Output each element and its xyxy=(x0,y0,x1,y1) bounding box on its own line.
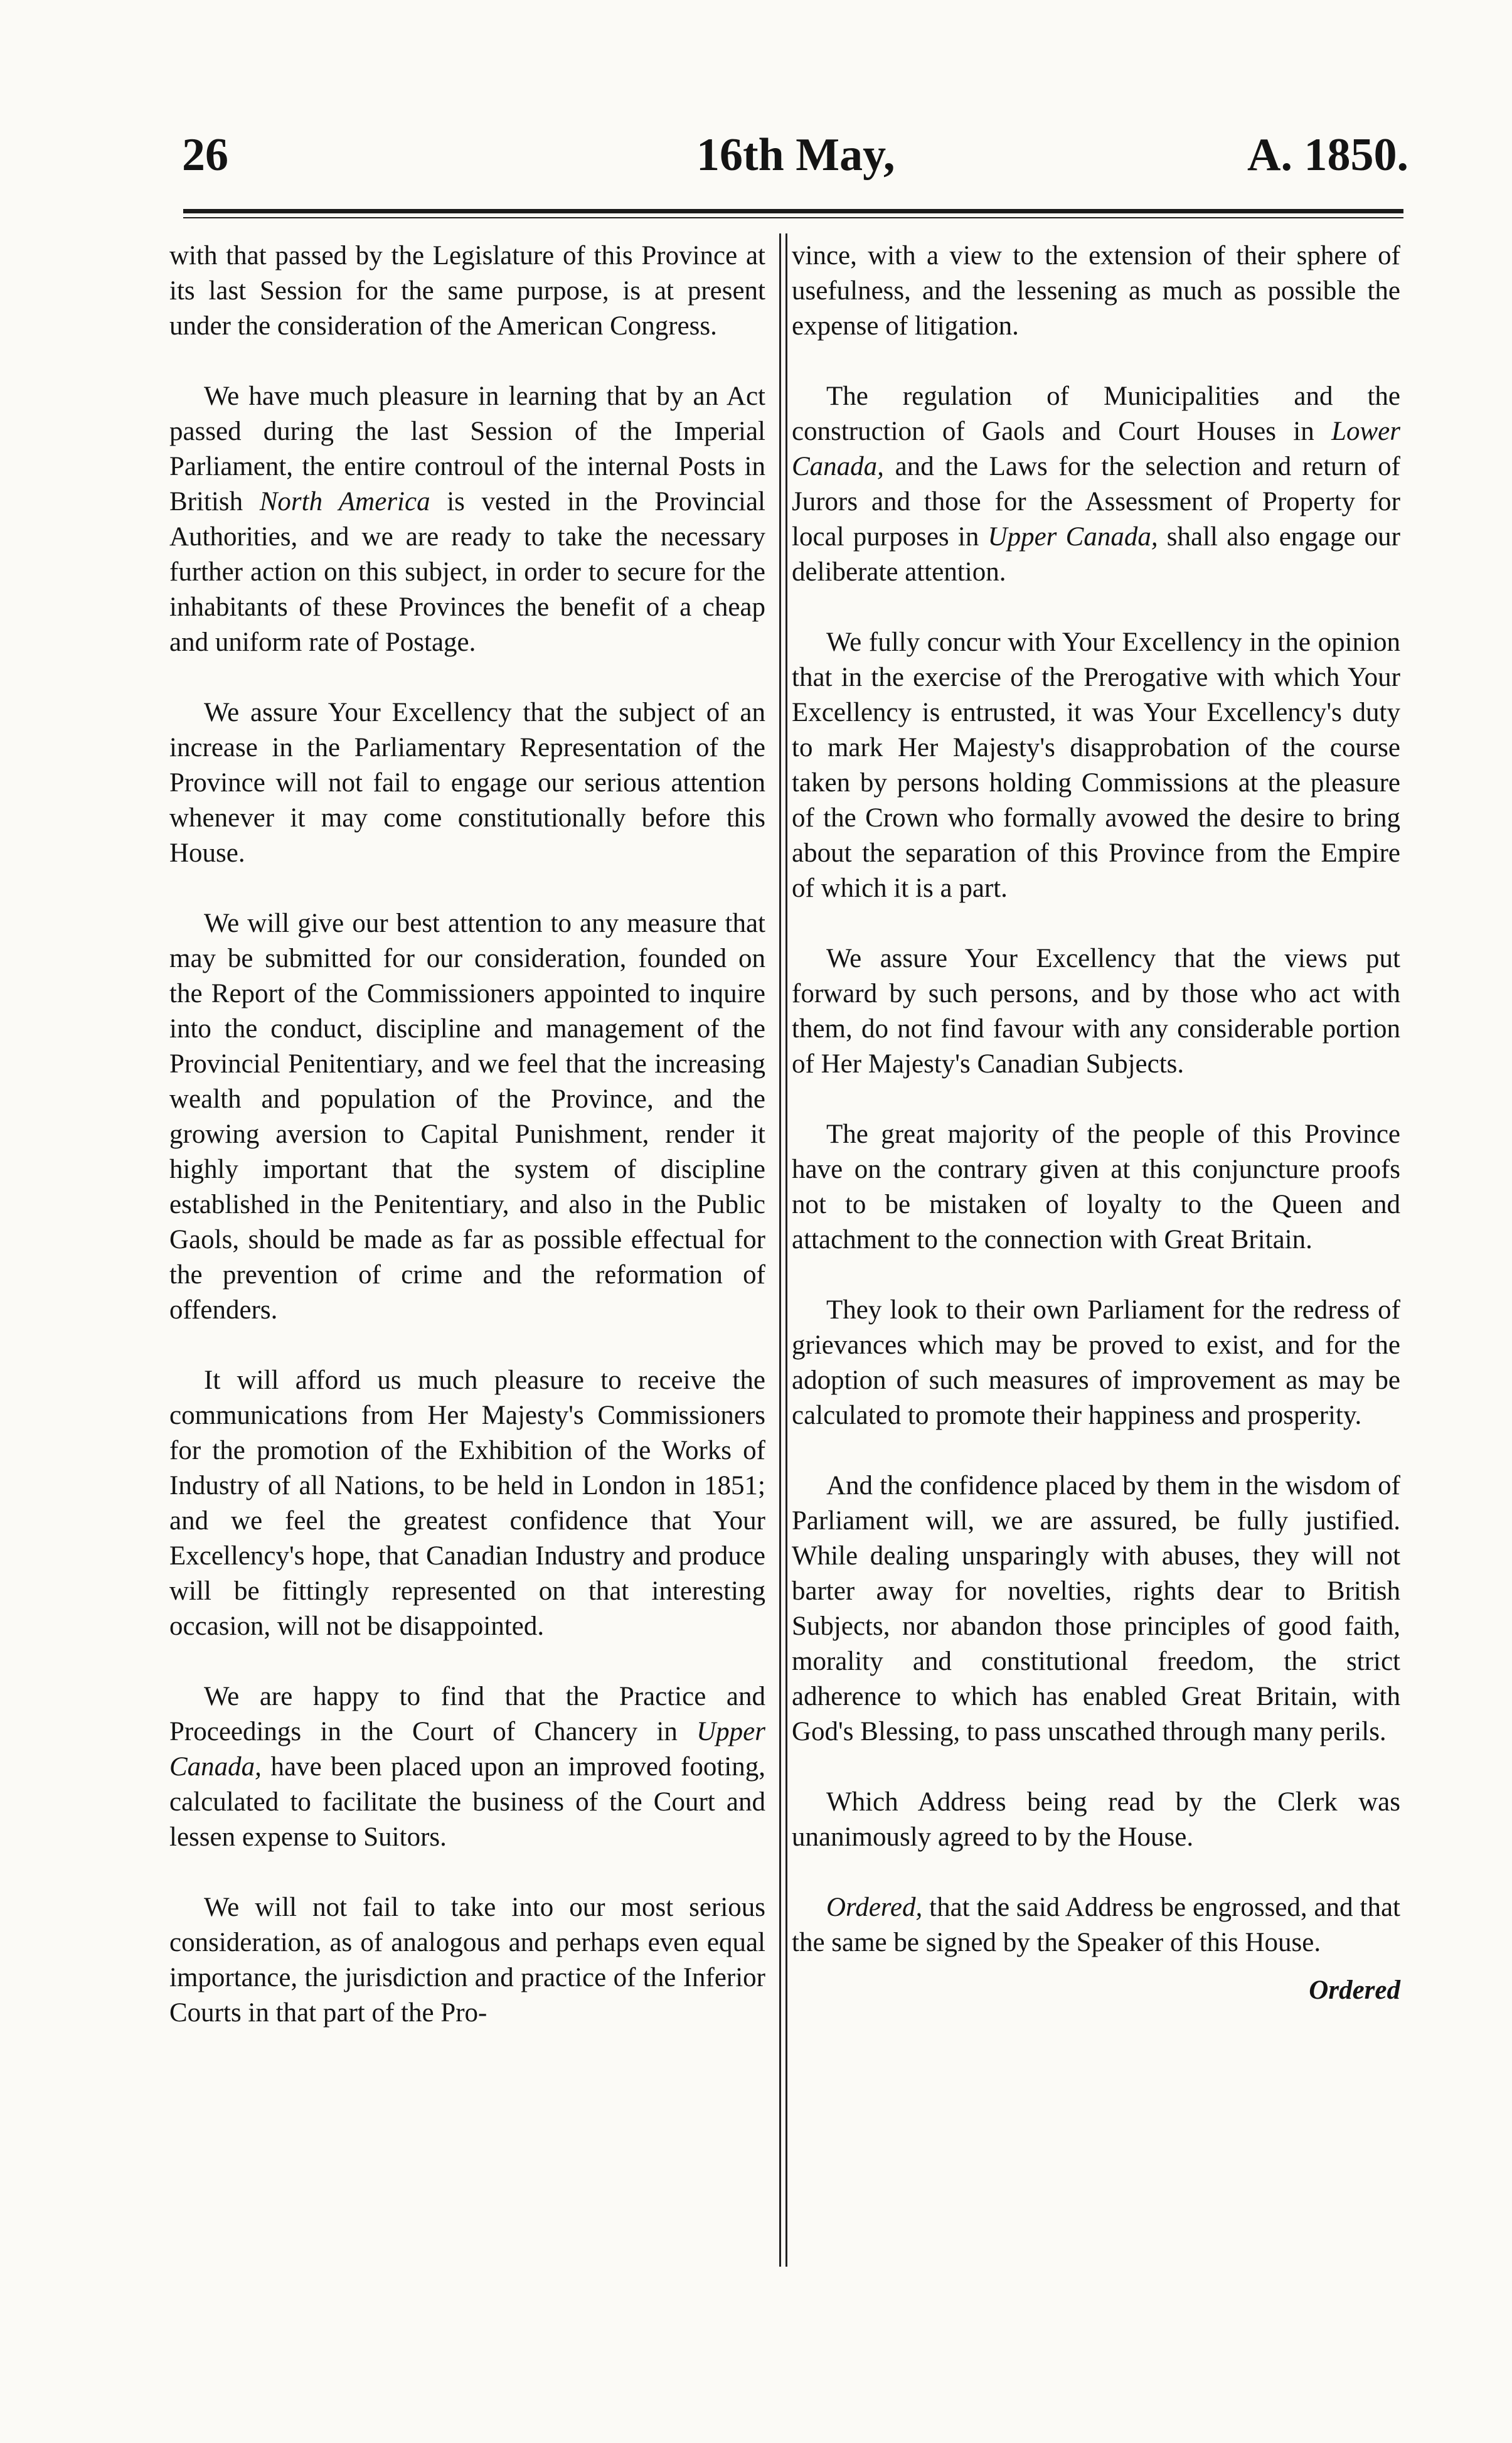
paragraph: We are happy to find that the Practice and Proceedings in the Court of Chancery in Upper Canada, have been placed upon an improved footing, calculated to facilitate the business of the Court and lessen expense to Suitors. xyxy=(169,1682,765,1852)
column-divider-left xyxy=(779,233,781,2267)
paragraph: We have much pleasure in learning that by an Act passed during the last Session of the Imperial Parliament, the entire controul of the internal Posts in British North America is vested in the Provincial Authorities, and we are ready to take the necessary further action on this subject, in order to secure for the inhabitants of these Provinces the benefit of a cheap and uniform rate of Postage. xyxy=(169,382,765,657)
paragraph: We assure Your Excellency that the views put forward by such persons, and by those who act with them, do not find favour with any considerable portion of Her Majesty's Canadian Subjects. xyxy=(792,944,1400,1079)
paragraph: The great majority of the people of this Province have on the contrary given at this conjuncture proofs not to be mistaken of loyalty to the Queen and attachment to the connection with Great Britain. xyxy=(792,1120,1400,1254)
paragraph: We will give our best attention to any measure that may be submitted for our consideration, founded on the Report of the Commissioners appointed to inquire into the conduct, discipline and management of the Provincial Penitentiary, and we feel that the increasing wealth and population of the Province, and the growing aversion to Capital Punishment, render it highly important that the system of discipline established in the Penitentiary, and also in the Public Gaols, should be made as far as possible effectual for the prevention of crime and the reformation of offenders. xyxy=(169,909,765,1325)
paragraph: They look to their own Parliament for the redress of grievances which may be proved to exist, and for the adoption of such measures of improvement as may be calculated to promote their happiness and prosperity. xyxy=(792,1295,1400,1430)
paragraph: We will not fail to take into our most serious consideration, as of analogous and perhaps even equal importance, the jurisdiction and practice of the Inferior Courts in that part of the Pro- xyxy=(169,1893,765,2028)
paragraph: We fully concur with Your Excellency in the opinion that in the exercise of the Prerogative with which Your Excellency is entrusted, it was Your Excellency's duty to mark Her Majesty's disapprobation of the course taken by persons holding Commissions at the pleasure of the Crown who formally avowed the desire to bring about the separation of this Province from the Empire of which it is a part. xyxy=(792,628,1400,903)
header-rule-thin xyxy=(183,217,1403,218)
paragraph: with that passed by the Legislature of this Province at its last Session for the same purpose, is at present under the consideration of the American Congress. xyxy=(169,241,765,341)
page-header xyxy=(182,129,1408,198)
right-column xyxy=(792,238,1400,2008)
paragraph: And the confidence placed by them in the wisdom of Parliament will, we are assured, be fully justified. While dealing unsparingly with abuses, they will not barter away for novelties, rights dear to British Subjects, nor abandon those principles of good faith, morality and constitutional freedom, the strict adherence to which has enabled Great Britain, with God's Blessing, to pass unscathed through many perils. xyxy=(792,1471,1400,1746)
page-number: 26 xyxy=(182,129,228,181)
column-divider-right xyxy=(785,233,787,2267)
paragraph: Ordered, that the said Address be engrossed, and that the same be signed by the Speaker of this House. xyxy=(792,1893,1400,1957)
paragraph: The regulation of Municipalities and the construction of Gaols and Court Houses in Lower Canada, and the Laws for the selection and return of Jurors and those for the Assessment of Property for local purposes in Upper Canada, shall also engage our deliberate attention. xyxy=(792,382,1400,587)
paragraph: Which Address being read by the Clerk was unanimously agreed to by the House. xyxy=(792,1787,1400,1852)
paragraph: We assure Your Excellency that the subject of an increase in the Parliamentary Representation of the Province will not fail to engage our serious attention whenever it may come constitutionally before this House. xyxy=(169,698,765,868)
catchword: Ordered xyxy=(1309,1975,1400,2005)
header-rule-thick xyxy=(183,209,1403,213)
header-date: 16th May, xyxy=(696,129,895,181)
paragraph: vince, with a view to the extension of their sphere of usefulness, and the lessening as much as possible the expense of litigation. xyxy=(792,241,1400,341)
paragraph: It will afford us much pleasure to receive the communications from Her Majesty's Commissioners for the promotion of the Exhibition of the Works of Industry of all Nations, to be held in London in 1851; and we feel the greatest confidence that Your Excellency's hope, that Canadian Industry and produce will be fittingly represented on that interesting occasion, will not be disappointed. xyxy=(169,1366,765,1641)
left-column xyxy=(169,238,765,2043)
header-year: A. 1850. xyxy=(1247,129,1408,181)
